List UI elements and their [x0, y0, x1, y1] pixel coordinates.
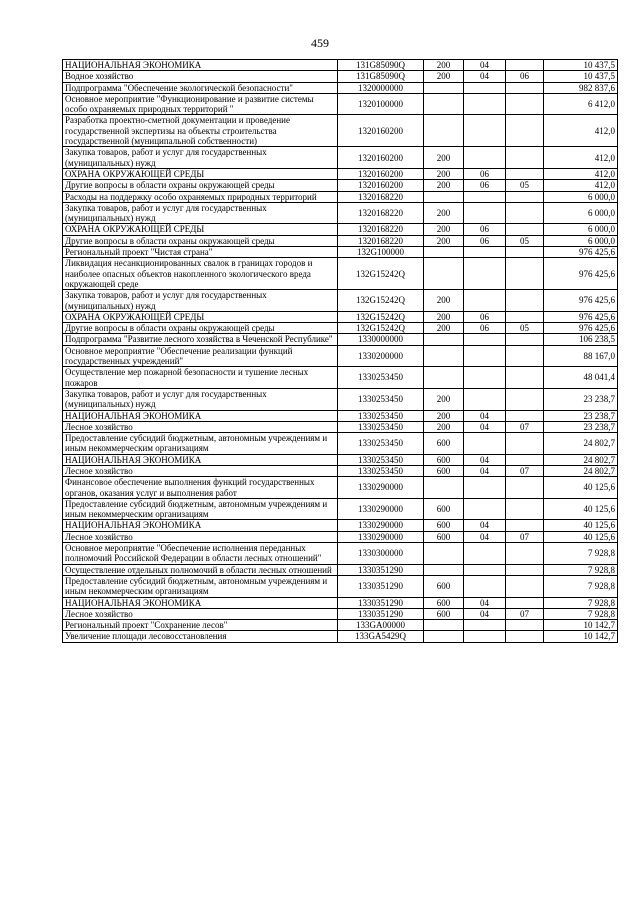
item-name: Другие вопросы в области охраны окружающей среды: [63, 323, 338, 334]
expense-type-code: 600: [424, 498, 464, 520]
target-article-code: 131G85090Q: [338, 60, 424, 71]
item-name: Закупка товаров, работ и услуг для государственных (муниципальных) нужд: [63, 202, 338, 224]
expense-type-code: 200: [424, 388, 464, 410]
section-code: 04: [464, 597, 506, 608]
target-article-code: 1330351290: [338, 575, 424, 597]
amount: 10 142,7: [544, 631, 618, 642]
table-row: [63, 60, 618, 71]
item-name: ОХРАНА ОКРУЖАЮЩЕЙ СРЕДЫ: [63, 224, 338, 235]
amount: 412,0: [544, 168, 618, 179]
amount: 6 000,0: [544, 224, 618, 235]
amount: 976 425,6: [544, 258, 618, 290]
target-article-code: 1330253450: [338, 410, 424, 421]
section-code: [464, 147, 506, 169]
amount: 976 425,6: [544, 311, 618, 322]
table-row: [63, 290, 618, 312]
expense-type-code: 600: [424, 608, 464, 619]
subsection-code: [506, 60, 544, 71]
item-name: НАЦИОНАЛЬНАЯ ЭКОНОМИКА: [63, 520, 338, 531]
expense-type-code: [424, 191, 464, 202]
expense-type-code: [424, 543, 464, 565]
amount: 24 802,7: [544, 433, 618, 455]
table-row: [63, 631, 618, 642]
subsection-code: [506, 631, 544, 642]
table-row: [63, 620, 618, 631]
expense-type-code: [424, 93, 464, 115]
item-name: Предоставление субсидий бюджетным, автономным учреждениям и иным некоммерческим организациям: [63, 433, 338, 455]
expense-type-code: [424, 82, 464, 93]
section-code: [464, 345, 506, 367]
subsection-code: 07: [506, 531, 544, 542]
expense-type-code: 600: [424, 520, 464, 531]
subsection-code: [506, 311, 544, 322]
target-article-code: 1320000000: [338, 82, 424, 93]
target-article-code: 1330200000: [338, 345, 424, 367]
expense-type-code: [424, 564, 464, 575]
table-row: [63, 82, 618, 93]
expense-type-code: 200: [424, 224, 464, 235]
expense-type-code: 200: [424, 311, 464, 322]
subsection-code: [506, 367, 544, 389]
target-article-code: 1320160200: [338, 168, 424, 179]
section-code: [464, 334, 506, 345]
section-code: [464, 247, 506, 258]
expense-type-code: 600: [424, 575, 464, 597]
amount: 982 837,6: [544, 82, 618, 93]
section-code: 06: [464, 180, 506, 191]
page-number: 459: [311, 36, 329, 50]
subsection-code: [506, 620, 544, 631]
section-code: 06: [464, 168, 506, 179]
section-code: [464, 543, 506, 565]
table-row: [63, 247, 618, 258]
expense-type-code: 200: [424, 71, 464, 82]
target-article-code: 1320168220: [338, 191, 424, 202]
table-row: [63, 477, 618, 499]
target-article-code: 1320160200: [338, 115, 424, 147]
table-row: [63, 531, 618, 542]
table-row: [63, 421, 618, 432]
amount: 10 437,5: [544, 71, 618, 82]
section-code: 04: [464, 465, 506, 476]
section-code: 04: [464, 454, 506, 465]
amount: 40 125,6: [544, 477, 618, 499]
amount: 6 000,0: [544, 191, 618, 202]
expense-type-code: 200: [424, 202, 464, 224]
item-name: Лесное хозяйство: [63, 421, 338, 432]
target-article-code: 1320168220: [338, 224, 424, 235]
amount: 48 041,4: [544, 367, 618, 389]
item-name: Лесное хозяйство: [63, 465, 338, 476]
expense-type-code: 200: [424, 410, 464, 421]
amount: 7 928,8: [544, 608, 618, 619]
item-name: Разработка проектно-сметной документации и проведение государственной экспертизы на объекты строительства государственной (муниципальной собственности): [63, 115, 338, 147]
subsection-code: 06: [506, 71, 544, 82]
target-article-code: 1330253450: [338, 388, 424, 410]
item-name: Увеличение площади лесовосстановления: [63, 631, 338, 642]
target-article-code: 132G15242Q: [338, 311, 424, 322]
amount: 40 125,6: [544, 531, 618, 542]
section-code: 04: [464, 60, 506, 71]
target-article-code: 132G100000: [338, 247, 424, 258]
subsection-code: [506, 202, 544, 224]
expense-type-code: [424, 258, 464, 290]
table-row: [63, 235, 618, 246]
target-article-code: 1330253450: [338, 454, 424, 465]
subsection-code: [506, 290, 544, 312]
table-row: [63, 465, 618, 476]
budget-table: [62, 59, 618, 643]
expense-type-code: 200: [424, 290, 464, 312]
item-name: Основное мероприятие "Функционирование и развитие системы особо охраняемых природных территорий ": [63, 93, 338, 115]
table-row: [63, 367, 618, 389]
table-row: [63, 71, 618, 82]
subsection-code: [506, 191, 544, 202]
expense-type-code: 600: [424, 433, 464, 455]
table-row: [63, 168, 618, 179]
expense-type-code: [424, 620, 464, 631]
amount: 412,0: [544, 180, 618, 191]
expense-type-code: 600: [424, 454, 464, 465]
item-name: Закупка товаров, работ и услуг для государственных (муниципальных) нужд: [63, 147, 338, 169]
item-name: Региональный проект "Сохранение лесов": [63, 620, 338, 631]
section-code: [464, 93, 506, 115]
item-name: Основное мероприятие "Обеспечение исполнения переданных полномочий Российской Федерации в области лесных отношений": [63, 543, 338, 565]
item-name: Основное мероприятие "Обеспечение реализации функций государственных учреждений": [63, 345, 338, 367]
target-article-code: 132G15242Q: [338, 258, 424, 290]
amount: 40 125,6: [544, 498, 618, 520]
amount: 24 802,7: [544, 465, 618, 476]
subsection-code: [506, 115, 544, 147]
amount: 976 425,6: [544, 323, 618, 334]
target-article-code: 1330290000: [338, 520, 424, 531]
amount: 10 142,7: [544, 620, 618, 631]
table-row: [63, 334, 618, 345]
amount: 412,0: [544, 115, 618, 147]
section-code: 06: [464, 323, 506, 334]
amount: 6 000,0: [544, 235, 618, 246]
section-code: [464, 564, 506, 575]
subsection-code: [506, 410, 544, 421]
target-article-code: 1320160200: [338, 180, 424, 191]
target-article-code: 1330000000: [338, 334, 424, 345]
amount: 7 928,8: [544, 564, 618, 575]
target-article-code: 1320168220: [338, 202, 424, 224]
section-code: [464, 82, 506, 93]
subsection-code: [506, 168, 544, 179]
subsection-code: [506, 334, 544, 345]
section-code: 04: [464, 531, 506, 542]
section-code: [464, 258, 506, 290]
target-article-code: 133GA00000: [338, 620, 424, 631]
expense-type-code: [424, 345, 464, 367]
expense-type-code: [424, 334, 464, 345]
table-row: [63, 202, 618, 224]
item-name: Расходы на поддержку особо охраняемых природных территорий: [63, 191, 338, 202]
section-code: [464, 620, 506, 631]
target-article-code: 1330300000: [338, 543, 424, 565]
table-row: [63, 93, 618, 115]
target-article-code: 1330351290: [338, 597, 424, 608]
item-name: Закупка товаров, работ и услуг для государственных (муниципальных) нужд: [63, 290, 338, 312]
expense-type-code: 200: [424, 235, 464, 246]
subsection-code: [506, 247, 544, 258]
subsection-code: [506, 477, 544, 499]
expense-type-code: [424, 477, 464, 499]
item-name: Предоставление субсидий бюджетным, автономным учреждениям и иным некоммерческим организациям: [63, 575, 338, 597]
item-name: НАЦИОНАЛЬНАЯ ЭКОНОМИКА: [63, 410, 338, 421]
target-article-code: 1320100000: [338, 93, 424, 115]
target-article-code: 132G15242Q: [338, 323, 424, 334]
item-name: ОХРАНА ОКРУЖАЮЩЕЙ СРЕДЫ: [63, 168, 338, 179]
section-code: [464, 191, 506, 202]
subsection-code: [506, 147, 544, 169]
table-row: [63, 147, 618, 169]
amount: 6 412,0: [544, 93, 618, 115]
amount: 23 238,7: [544, 410, 618, 421]
subsection-code: [506, 454, 544, 465]
section-code: [464, 498, 506, 520]
table-row: [63, 388, 618, 410]
subsection-code: [506, 498, 544, 520]
amount: 40 125,6: [544, 520, 618, 531]
table-row: [63, 180, 618, 191]
table-row: [63, 115, 618, 147]
subsection-code: [506, 543, 544, 565]
expense-type-code: [424, 367, 464, 389]
target-article-code: 1330290000: [338, 477, 424, 499]
subsection-code: 05: [506, 180, 544, 191]
subsection-code: 05: [506, 235, 544, 246]
section-code: [464, 115, 506, 147]
subsection-code: [506, 433, 544, 455]
subsection-code: [506, 564, 544, 575]
expense-type-code: 200: [424, 168, 464, 179]
section-code: [464, 477, 506, 499]
section-code: 06: [464, 235, 506, 246]
subsection-code: [506, 258, 544, 290]
section-code: 04: [464, 410, 506, 421]
section-code: 04: [464, 71, 506, 82]
expense-type-code: 600: [424, 597, 464, 608]
subsection-code: [506, 93, 544, 115]
item-name: Закупка товаров, работ и услуг для государственных (муниципальных) нужд: [63, 388, 338, 410]
section-code: 04: [464, 421, 506, 432]
subsection-code: 07: [506, 608, 544, 619]
item-name: Подпрограмма "Обеспечение экологической безопасности": [63, 82, 338, 93]
amount: 7 928,8: [544, 575, 618, 597]
table-row: [63, 564, 618, 575]
target-article-code: 1320168220: [338, 235, 424, 246]
item-name: Другие вопросы в области охраны окружающей среды: [63, 180, 338, 191]
subsection-code: 07: [506, 421, 544, 432]
target-article-code: 1330253450: [338, 465, 424, 476]
table-row: [63, 608, 618, 619]
expense-type-code: 600: [424, 531, 464, 542]
subsection-code: [506, 388, 544, 410]
budget-table-body: [63, 60, 618, 643]
amount: 7 928,8: [544, 597, 618, 608]
section-code: [464, 388, 506, 410]
table-row: [63, 575, 618, 597]
table-row: [63, 258, 618, 290]
table-row: [63, 597, 618, 608]
section-code: 04: [464, 520, 506, 531]
table-row: [63, 191, 618, 202]
section-code: [464, 631, 506, 642]
item-name: Осуществление мер пожарной безопасности и тушение лесных пожаров: [63, 367, 338, 389]
table-row: [63, 345, 618, 367]
item-name: Водное хозяйство: [63, 71, 338, 82]
target-article-code: 1330290000: [338, 498, 424, 520]
item-name: ОХРАНА ОКРУЖАЮЩЕЙ СРЕДЫ: [63, 311, 338, 322]
target-article-code: 133GA5429Q: [338, 631, 424, 642]
amount: 24 802,7: [544, 454, 618, 465]
table-row: [63, 323, 618, 334]
section-code: [464, 575, 506, 597]
target-article-code: 1330351290: [338, 608, 424, 619]
table-row: [63, 543, 618, 565]
amount: 10 437,5: [544, 60, 618, 71]
expense-type-code: 200: [424, 147, 464, 169]
amount: 6 000,0: [544, 202, 618, 224]
item-name: Лесное хозяйство: [63, 608, 338, 619]
section-code: [464, 202, 506, 224]
item-name: Другие вопросы в области охраны окружающей среды: [63, 235, 338, 246]
subsection-code: [506, 597, 544, 608]
expense-type-code: 200: [424, 421, 464, 432]
amount: 23 238,7: [544, 421, 618, 432]
section-code: [464, 433, 506, 455]
amount: 976 425,6: [544, 247, 618, 258]
subsection-code: [506, 224, 544, 235]
item-name: НАЦИОНАЛЬНАЯ ЭКОНОМИКА: [63, 60, 338, 71]
section-code: 04: [464, 608, 506, 619]
item-name: Финансовое обеспечение выполнения функций государственных органов, оказания услуг и выполнения работ: [63, 477, 338, 499]
expense-type-code: 200: [424, 323, 464, 334]
item-name: Региональный проект "Чистая страна": [63, 247, 338, 258]
item-name: НАЦИОНАЛЬНАЯ ЭКОНОМИКА: [63, 454, 338, 465]
table-row: [63, 520, 618, 531]
subsection-code: [506, 345, 544, 367]
amount: 7 928,8: [544, 543, 618, 565]
expense-type-code: [424, 631, 464, 642]
target-article-code: 1320160200: [338, 147, 424, 169]
subsection-code: 05: [506, 323, 544, 334]
target-article-code: 1330253450: [338, 421, 424, 432]
item-name: Ликвидация несанкционированных свалок в границах городов и наиболее опасных объектов накопленного экологического вреда окружающей среде: [63, 258, 338, 290]
target-article-code: 131G85090Q: [338, 71, 424, 82]
subsection-code: 07: [506, 465, 544, 476]
expense-type-code: [424, 247, 464, 258]
section-code: [464, 290, 506, 312]
table-row: [63, 498, 618, 520]
amount: 976 425,6: [544, 290, 618, 312]
amount: 412,0: [544, 147, 618, 169]
subsection-code: [506, 575, 544, 597]
target-article-code: 132G15242Q: [338, 290, 424, 312]
table-row: [63, 410, 618, 421]
expense-type-code: [424, 115, 464, 147]
expense-type-code: 200: [424, 180, 464, 191]
item-name: Осуществление отдельных полномочий в области лесных отношений: [63, 564, 338, 575]
section-code: [464, 367, 506, 389]
subsection-code: [506, 82, 544, 93]
amount: 106 238,5: [544, 334, 618, 345]
table-row: [63, 311, 618, 322]
target-article-code: 1330290000: [338, 531, 424, 542]
amount: 23 238,7: [544, 388, 618, 410]
item-name: Предоставление субсидий бюджетным, автономным учреждениям и иным некоммерческим организациям: [63, 498, 338, 520]
expense-type-code: 200: [424, 60, 464, 71]
item-name: НАЦИОНАЛЬНАЯ ЭКОНОМИКА: [63, 597, 338, 608]
item-name: Подпрограмма "Развитие лесного хозяйства в Чеченской Республике": [63, 334, 338, 345]
target-article-code: 1330253450: [338, 433, 424, 455]
table-row: [63, 454, 618, 465]
item-name: Лесное хозяйство: [63, 531, 338, 542]
section-code: 06: [464, 224, 506, 235]
subsection-code: [506, 520, 544, 531]
target-article-code: 1330253450: [338, 367, 424, 389]
table-row: [63, 433, 618, 455]
amount: 88 167,0: [544, 345, 618, 367]
expense-type-code: 600: [424, 465, 464, 476]
target-article-code: 1330351290: [338, 564, 424, 575]
table-row: [63, 224, 618, 235]
section-code: 06: [464, 311, 506, 322]
